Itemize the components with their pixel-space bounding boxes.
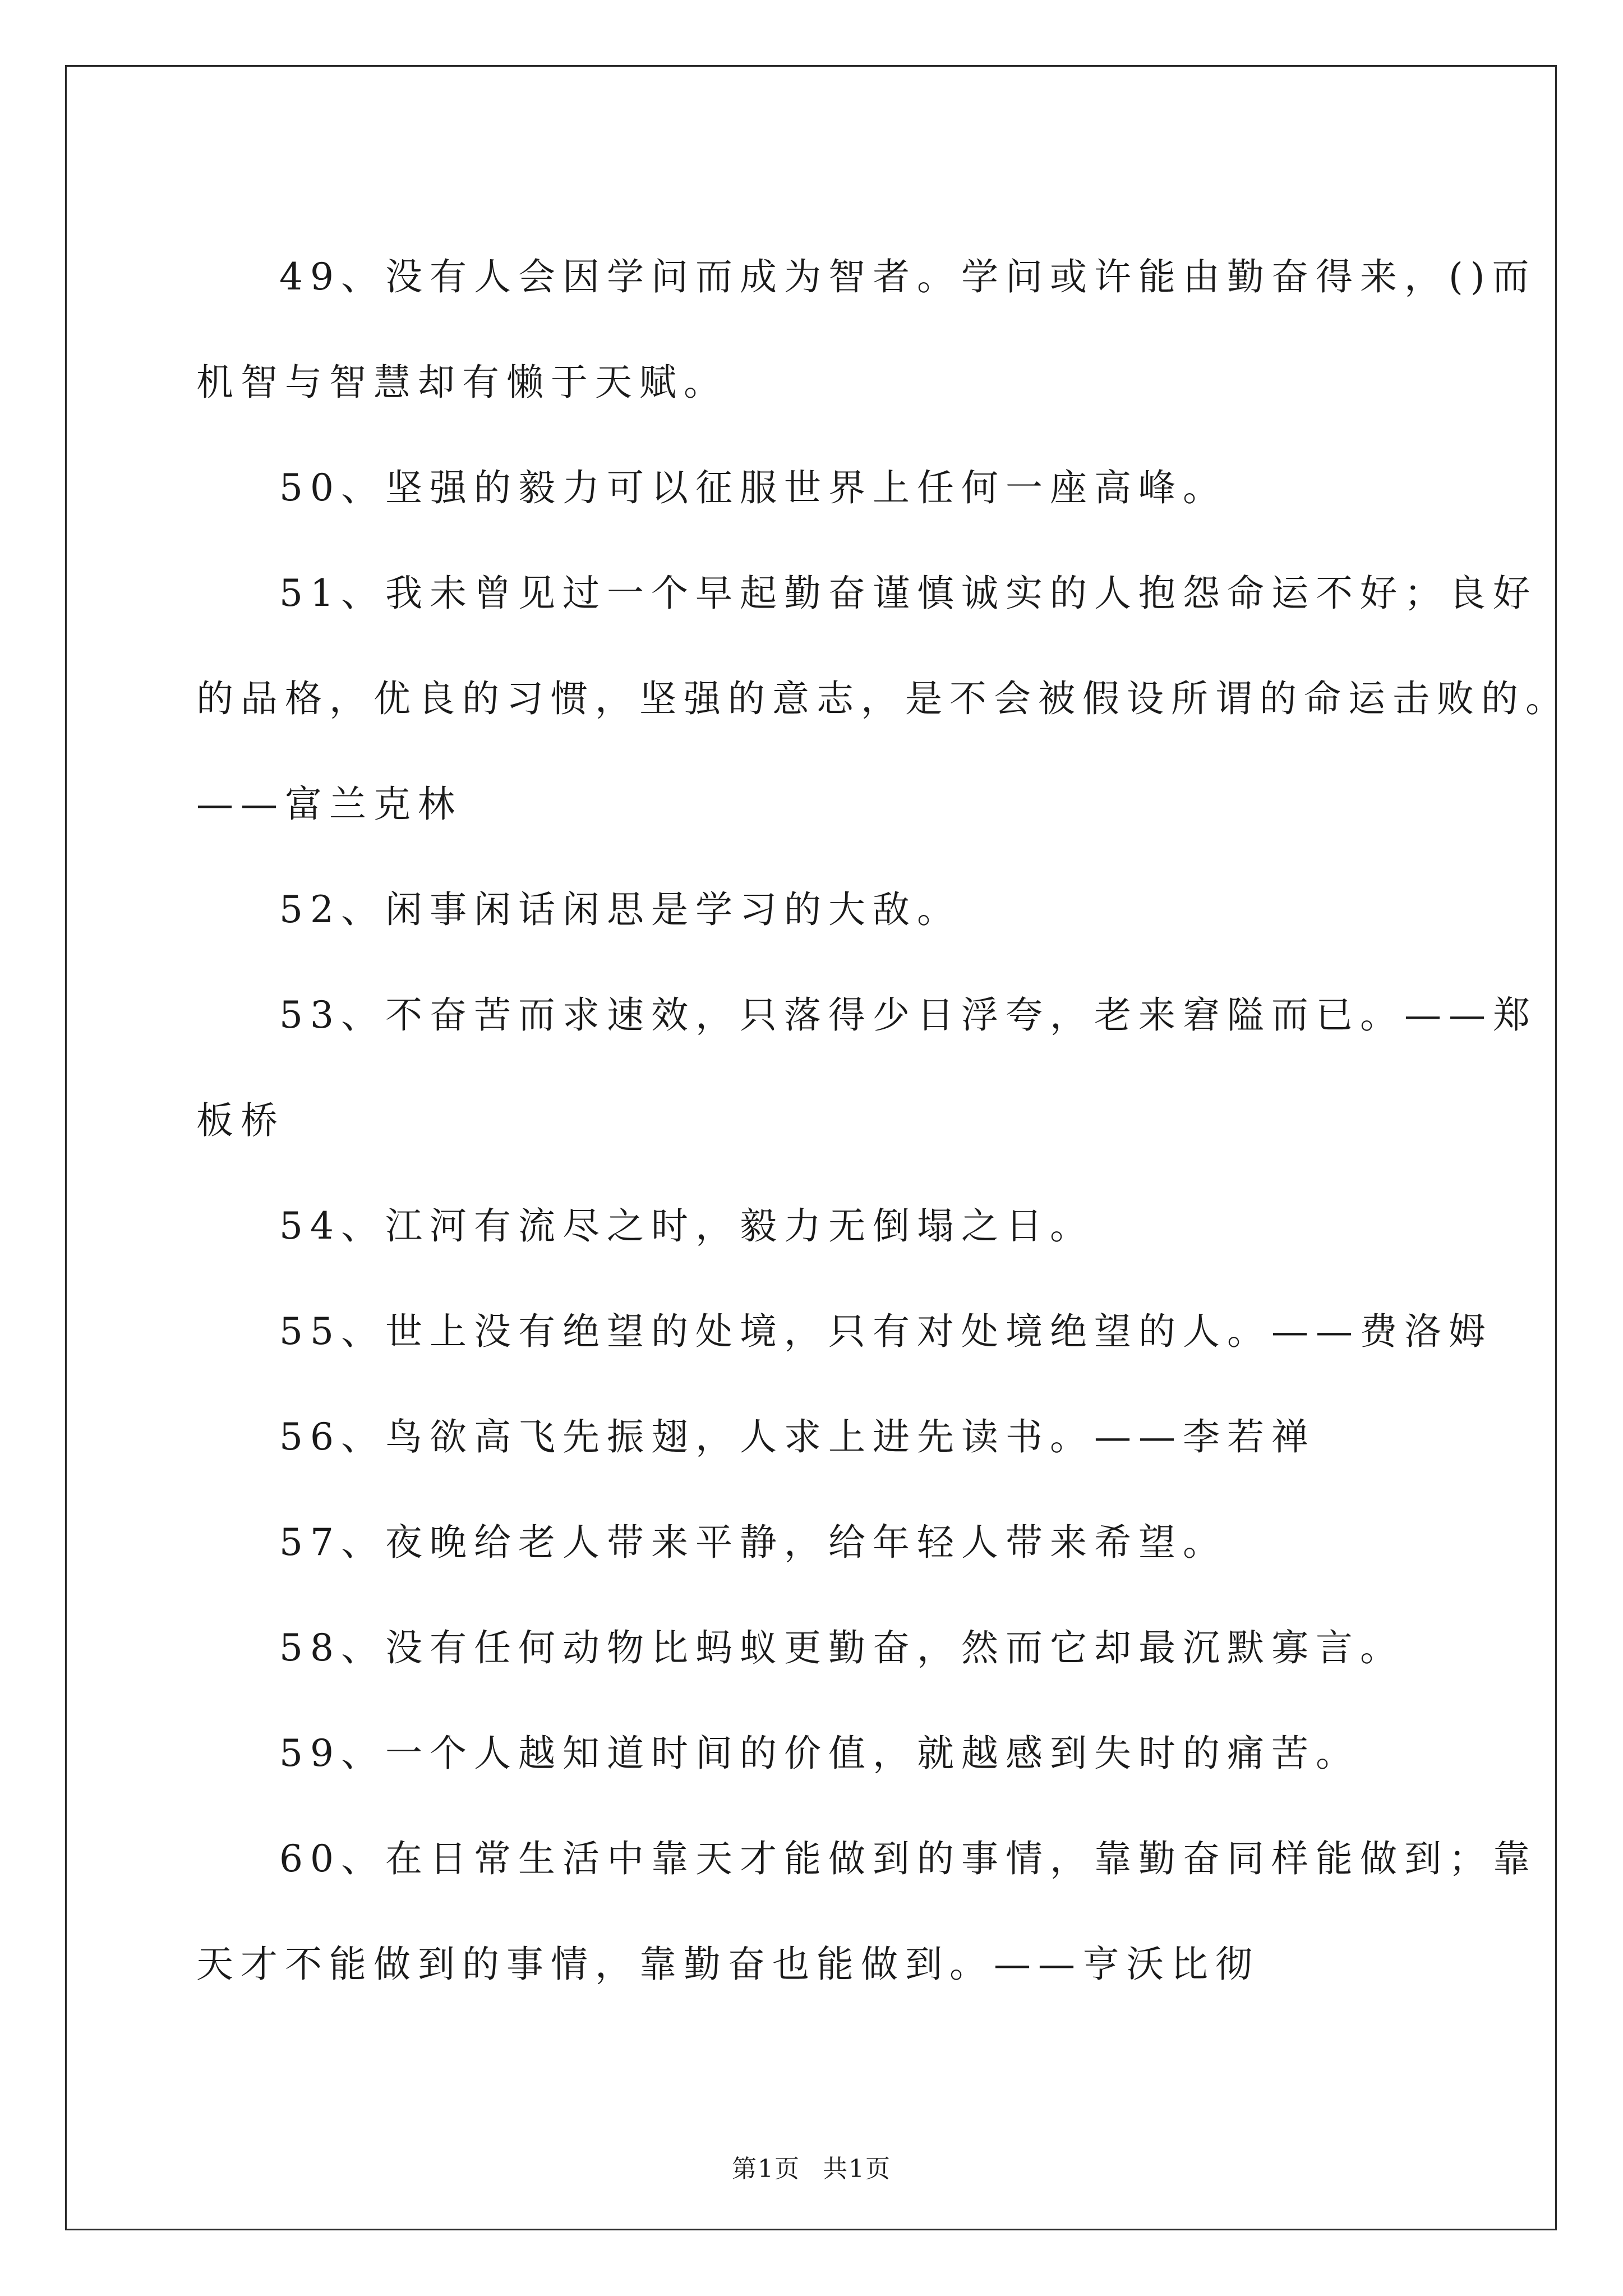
text-line: 板桥 <box>196 1099 285 1142</box>
page-footer <box>0 2148 1623 2184</box>
text-line: 57、夜晚给老人带来平静，给年轻人带来希望。 <box>279 1521 1227 1564</box>
paragraph-53 <box>196 963 1537 1174</box>
text-line: 53、不奋苦而求速效，只落得少日浮夸，老来窘隘而已。——郑 <box>279 993 1537 1037</box>
text-line: 55、世上没有绝望的处境，只有对处境绝望的人。——费洛姆 <box>279 1310 1493 1353</box>
text-line: 60、在日常生活中靠天才能做到的事情，靠勤奋同样能做到；靠 <box>279 1837 1537 1880</box>
paragraph-59 <box>196 1701 1458 1806</box>
text-line: 机智与智慧却有懒于天赋。 <box>196 361 728 404</box>
text-line: 天才不能做到的事情，靠勤奋也能做到。——亨沃比彻 <box>196 1943 1260 1986</box>
text-line: 58、没有任何动物比蚂蚁更勤奋，然而它却最沉默寡言。 <box>279 1626 1404 1669</box>
text-line: 54、江河有流尽之时，毅力无倒塌之日。 <box>279 1204 1094 1248</box>
paragraph-55 <box>196 1279 1493 1384</box>
text-line: 52、闲事闲话闲思是学习的大敌。 <box>279 888 961 931</box>
text-line: 50、坚强的毅力可以征服世界上任何一座高峰。 <box>279 466 1227 509</box>
paragraph-52 <box>196 857 1458 963</box>
page-total: 共1页 <box>823 2155 891 2183</box>
page-number: 第1页 <box>732 2155 800 2183</box>
document-body <box>196 224 1570 2017</box>
paragraph-51 <box>196 541 1570 857</box>
paragraph-56 <box>196 1384 1458 1490</box>
text-line: 的品格，优良的习惯，坚强的意志，是不会被假设所谓的命运击败的。 <box>196 677 1570 720</box>
text-line: 51、我未曾见过一个早起勤奋谨慎诚实的人抱怨命运不好；良好 <box>279 572 1537 615</box>
text-line: 49、没有人会因学问而成为智者。学问或许能由勤奋得来，()而 <box>279 255 1537 298</box>
paragraph-49 <box>196 224 1537 435</box>
paragraph-60 <box>196 1806 1537 2017</box>
text-line: 56、鸟欲高飞先振翅，人求上进先读书。——李若禅 <box>279 1415 1316 1458</box>
text-line: 59、一个人越知道时间的价值，就越感到失时的痛苦。 <box>279 1732 1360 1775</box>
paragraph-50 <box>196 435 1458 541</box>
paragraph-57 <box>196 1490 1458 1595</box>
paragraph-58 <box>196 1595 1458 1701</box>
paragraph-54 <box>196 1174 1458 1279</box>
text-line: ——富兰克林 <box>196 783 462 826</box>
